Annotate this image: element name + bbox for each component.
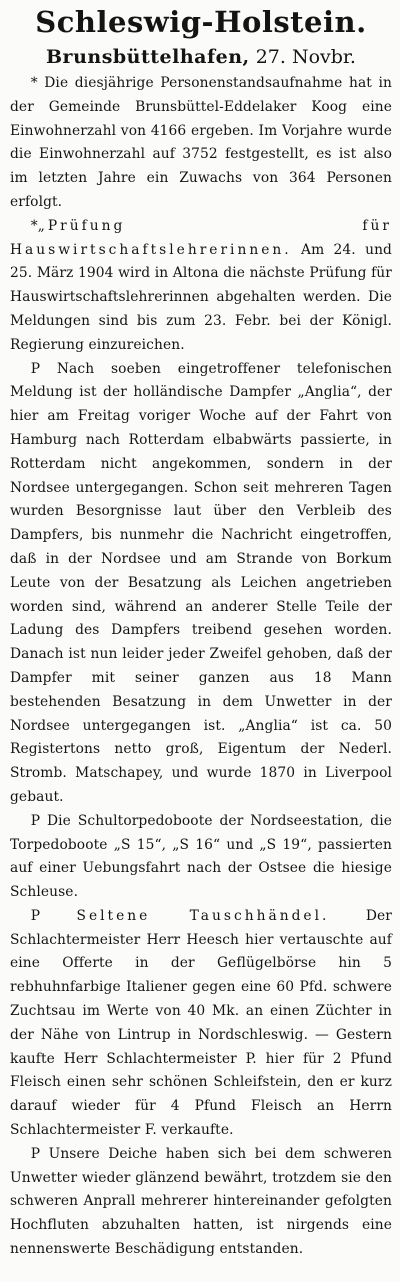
article-marker: * <box>30 75 38 91</box>
article-text: Nach soeben eingetroffener telefonischen Meldung ist der holländische Dampfer „Anglia“, der hier am Freitag voriger Woche auf der Fahrt von Hamburg nach Rotterdam elbabwärts passierte, in Rotterdam nicht angekommen, sondern in der Nordsee untergegangen. Schon seit mehreren Tagen wurden Besorgnisse laut über den Verbleib des Dampfers, bis nunmehr die Nachricht eingetroffen, daß in der Nordsee und am Strande von Borkum Leute von der Besatzung als Leichen angetrieben worden sind, während an anderer Stelle Teile der Ladung des Dampfers treibend gesehen worden. Danach ist nun leider jeder Zweifel gehoben, daß der Dampfer mit seiner ganzen aus 18 Mann bestehenden Besatzung in dem Unwetter in der Nordsee untergegangen ist. „Anglia“ ist ca. 50 Registertons netto groß, Eigentum der Nederl. Stromb. Matschapey, und wurde 1870 in Liverpool gebaut. <box>10 360 392 805</box>
article-marker: P <box>30 1145 41 1162</box>
article-text: Der Schlachtermeister Herr Heesch hier vertauschte auf eine Offerte in der Geflügelbörse hin 5 rebhuhnfarbige Italiener gegen eine 60 Pfd. schwere Zuchtsau im Werte von 40 Mk. an einen Züchter in der Nähe von Lintrup in Nordschleswig. — Gestern kaufte Herr Schlachtermeister P. hier für 2 Pfund Fleisch einen sehr schönen Schleifstein, den er kurz darauf wieder für 4 Pfund Fleisch an Herrn Schlachtermeister F. verkaufte. <box>10 907 392 1139</box>
article-marker: * <box>30 217 38 234</box>
article-marker: P <box>30 360 41 377</box>
article-census <box>10 72 392 215</box>
article-heading: „Prüfung für Hauswirtschaftslehrerinnen. <box>10 217 392 258</box>
dateline-date: 27. Novbr. <box>255 46 356 68</box>
article-barter <box>10 905 392 1143</box>
article-text: Am 24. und 25. März 1904 wird in Altona die nächste Prüfung für Hauswirtschaftslehrerinnen abgehalten werden. Die Meldungen sind bis zum 23. Febr. bei der Königl. Regierung einzureichen. <box>10 241 392 353</box>
article-torpedo-boats <box>10 810 392 905</box>
page-title: Schleswig-Holstein. <box>35 5 367 39</box>
article-exam <box>10 215 392 358</box>
article-text: Die Schultorpedoboote der Nordseestation, die Torpedoboote „S 15“, „S 16“ und „S 19“, passierten auf einer Uebungsfahrt nach der Ostsee die hiesige Schleuse. <box>10 812 392 901</box>
dateline-place: Brunsbüttelhafen, <box>46 46 250 68</box>
article-marker: P <box>30 812 41 829</box>
article-text: Die diesjährige Personenstandsaufnahme hat in der Gemeinde Brunsbüttel-Eddelaker Koog eine Einwohnerzahl von 4166 ergeben. Im Vorjahre wurde die Einwohnerzahl auf 3752 festgestellt, es ist also im letzten Jahre ein Zuwachs von 364 Personen erfolgt. <box>10 75 392 210</box>
article-anglia <box>10 358 392 810</box>
article-heading: Seltene Tauschhändel. <box>76 907 330 924</box>
article-dikes <box>10 1143 392 1262</box>
article-marker: P <box>30 907 41 924</box>
article-text: Unsere Deiche haben sich bei dem schweren Unwetter wieder glänzend bewährt, trotzdem sie den schweren Anprall mehrerer hintereinander gefolgten Hochfluten abzuhalten hatten, ist nirgends eine nennenswerte Beschädigung entstanden. <box>10 1145 392 1258</box>
dateline <box>10 44 392 70</box>
